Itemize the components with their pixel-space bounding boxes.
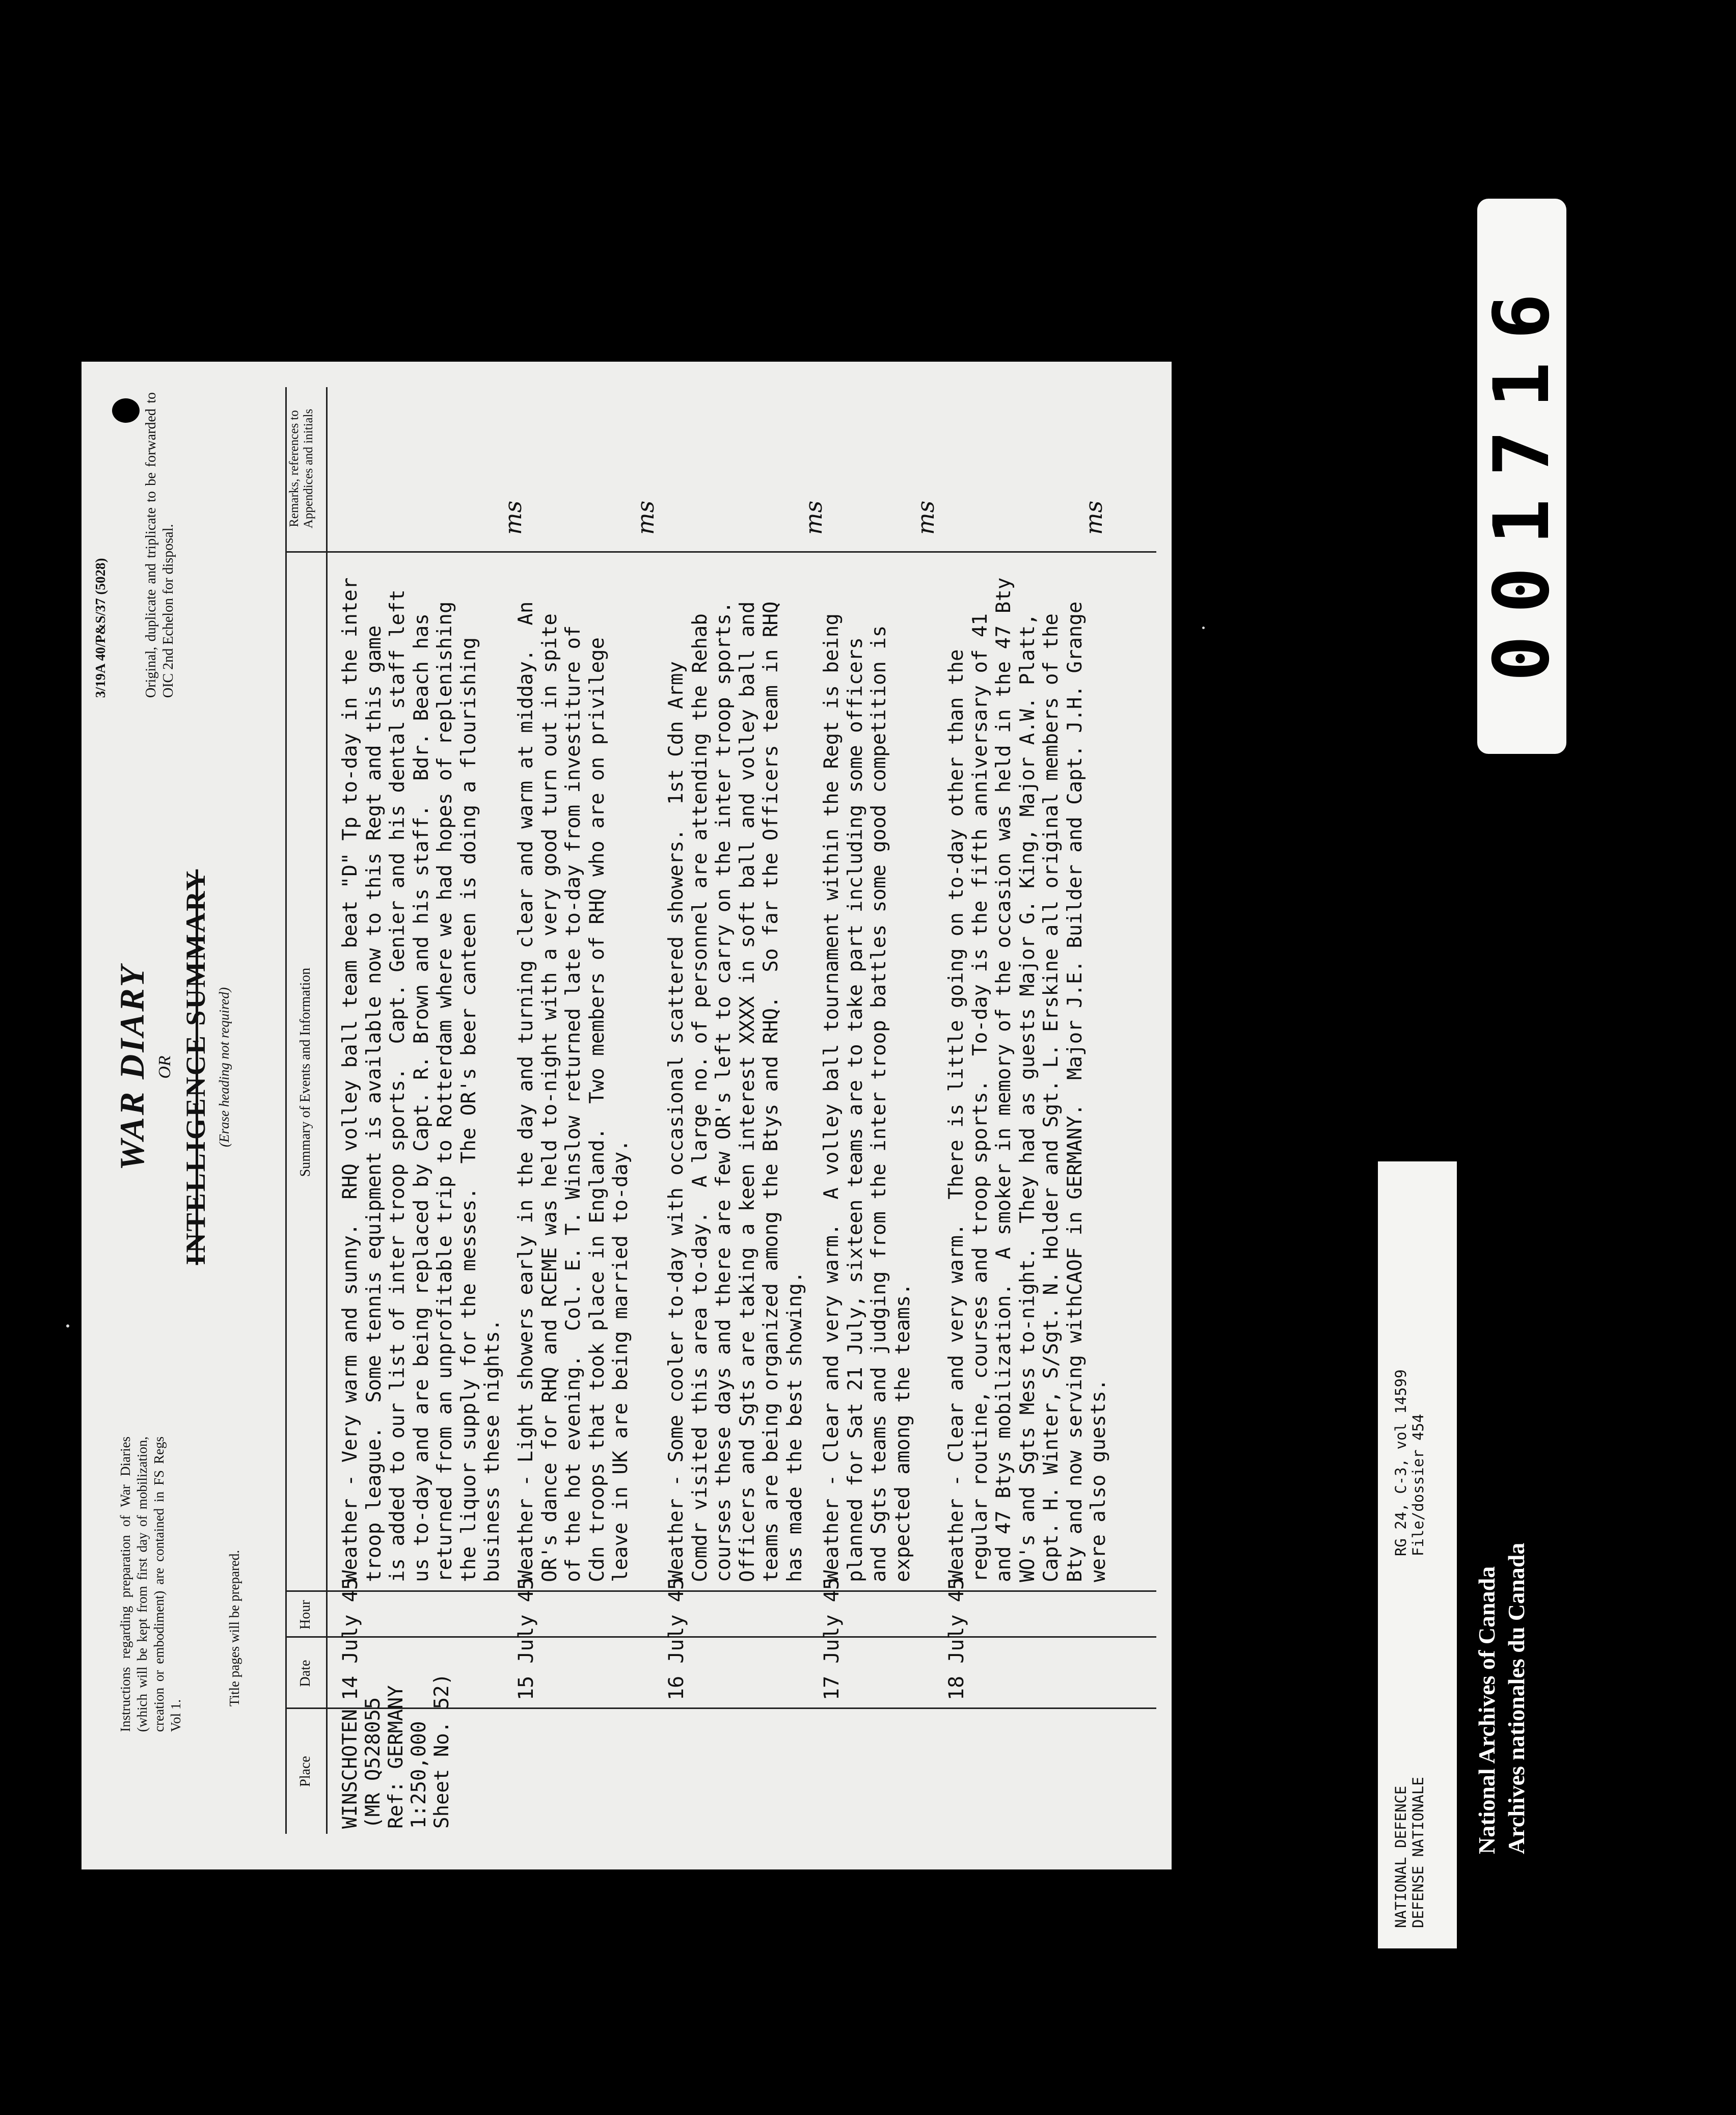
archive-reference-strip	[1378, 1161, 1457, 1948]
dust-speck	[1202, 627, 1205, 629]
entry-line: troop league. Some tennis equipment is available now to this Regt and this game	[362, 625, 386, 1582]
initials-mark: ms	[912, 500, 939, 535]
entry-line: Capt. H. Winter, S/Sgt. N. Holder and Sgt. L. Erskine all original members of the	[1040, 613, 1063, 1582]
place-line: Ref: GERMANY	[385, 1685, 408, 1829]
date-column-rule	[285, 1636, 1156, 1638]
entry-line: Cdn troops that took place in England. Two members of RHQ who are on privilege	[585, 637, 609, 1582]
hour-header: Hour	[297, 1600, 313, 1630]
entry-line: Weather - Light showers early in the day and turning clear and warm at midday. An	[514, 601, 537, 1582]
entry-line: WO's and Sgts Mess to-night. They had as guests Major G. King, Major A.W. Platt,	[1016, 613, 1039, 1582]
place-line: WINSCHOTEN	[339, 1709, 362, 1829]
archives-name-en: National Archives of Canada	[1474, 1566, 1500, 1854]
file-reference: File/dossier 454	[1409, 1414, 1427, 1556]
entry-date: 16 July 45	[665, 1578, 688, 1700]
initials-mark: ms	[632, 500, 659, 535]
hour-column-rule	[285, 1590, 1156, 1592]
entry-line: regular routine, courses and troop sports. To-day is the fifth anniversary of 41	[968, 613, 992, 1582]
entry-line: Officers and Sgts are taking a keen interest XXXX in soft ball and volley ball and	[736, 601, 759, 1582]
department-line-en: NATIONAL DEFENCE	[1392, 1785, 1409, 1928]
summary-header: Summary of Events and Information	[297, 967, 313, 1177]
disposal-note: Original, duplicate and triplicate to be forwarded to OIC 2nd Echelon for disposal.	[143, 392, 176, 698]
war-diary-sheet	[82, 362, 1172, 1869]
date-header: Date	[297, 1660, 313, 1687]
archives-name-block	[1472, 1335, 1543, 1854]
entry-text	[945, 577, 1111, 1582]
entry-line: business these nights.	[481, 1319, 504, 1582]
instructions-note: Instructions regarding preparation of War Diaries (which will be kept from first day of mobilization, creation or embodiment) are contained in FS Regs Vol 1.	[118, 1436, 183, 1732]
frame-number-card	[1477, 199, 1566, 754]
remarks-header: Remarks, references to Appendices and initials	[287, 409, 315, 529]
entry-line: Bty and now serving withCAOF in GERMANY. Major J.E. Builder and Capt. J.H. Grange	[1063, 601, 1087, 1582]
place-header: Place	[297, 1756, 313, 1787]
entry-line: Weather - Some cooler to-day with occasional scattered showers. 1st Cdn Army	[665, 661, 688, 1582]
entry-line: teams are being organized among the Btys and RHQ. So far the Officers team in RHQ	[760, 601, 782, 1582]
summary-column-rule	[285, 551, 1156, 553]
entry-line: has made the best showing.	[783, 1271, 806, 1582]
entry-line: courses these days and there are few OR's left to carry on the inter troop sports.	[712, 601, 735, 1582]
entry-text	[514, 594, 633, 1582]
entry-text	[820, 594, 915, 1582]
entry-line: of the hot evening. Col. E. T. Winslow returned late to-day from investiture of	[562, 625, 585, 1582]
archives-label	[1472, 1335, 1543, 1854]
dust-speck	[66, 1324, 69, 1327]
place-line: 1:250,000	[408, 1721, 430, 1829]
entry-line: Comdr visited this area to-day. A large no. of personnel are attending the Rehab	[688, 613, 712, 1582]
ink-blot	[112, 398, 140, 423]
erase-heading-note: (Erase heading not required)	[216, 987, 232, 1147]
frame-number-strip	[1477, 199, 1566, 754]
title-pages-note: Title pages will be prepared.	[227, 1550, 242, 1706]
entry-line: returned from an unprofitable trip to Rotterdam where we had hopes of replenishing	[433, 601, 456, 1582]
entry-line: Weather - Clear and very warm. A volley ball tournament within the Regt is being	[820, 613, 843, 1582]
initials-mark: ms	[1080, 500, 1107, 535]
entry-date: 14 July 45	[339, 1578, 362, 1700]
war-diary-page	[82, 362, 1172, 1869]
entry-text	[665, 594, 807, 1582]
initials-mark: ms	[800, 500, 827, 535]
table-header-rule	[326, 387, 328, 1834]
entry-date: 17 July 45	[820, 1578, 844, 1700]
entry-line: leave in UK are being married to-day.	[609, 1140, 632, 1582]
entry-line: were also guests.	[1087, 1378, 1110, 1582]
entry-line: and 47 Btys mobilization. A smoker in memory of the occasion was held in the 47 Bty	[992, 577, 1015, 1582]
entry-line: is added to our list of inter troop sports. Capt. Genier and his dental staff left	[386, 589, 409, 1582]
entry-line: Weather - Clear and very warm. There is little going on to-day other than the	[945, 649, 968, 1582]
entry-line: expected among the teams.	[891, 1283, 914, 1582]
initials-mark: ms	[499, 500, 527, 535]
form-code: 3/19A 40/P&S/37 (5028)	[93, 558, 108, 698]
intelligence-summary-heading: INTELLIGENCE SUMMARY	[180, 869, 211, 1265]
page-title: WAR DIARY	[113, 964, 151, 1171]
diary-table	[285, 387, 1156, 1834]
entry-line: and Sgts teams and judging from the inter troop battles some good competition is	[867, 625, 890, 1582]
entry-line: Weather - Very warm and sunny. RHQ volley ball team beat "D" Tp to-day in the inter	[339, 577, 362, 1582]
entry-date: 18 July 45	[945, 1578, 968, 1700]
department-line-fr: DEFENSE NATIONALE	[1409, 1777, 1427, 1928]
record-group-reference: RG 24, C-3, vol 14599	[1392, 1369, 1409, 1556]
entry-date: 15 July 45	[514, 1578, 538, 1700]
archives-name-fr: Archives nationales du Canada	[1503, 1542, 1529, 1854]
entry-line: OR's dance for RHQ and RCEME was held to-night with a very good turn out in spite	[538, 613, 561, 1582]
place-line: Sheet No. 52)	[430, 1673, 453, 1829]
entry-line: us to-day and are being replaced by Capt. R. Brown and his staff. Bdr. Beach has	[410, 613, 433, 1582]
title-block	[112, 800, 232, 1335]
or-word: OR	[155, 1055, 174, 1079]
table-top-rule	[285, 387, 287, 1834]
entry-line: the liquor supply for the messes. The OR's beer canteen is doing a flourishing	[457, 637, 480, 1582]
entry-line: planned for Sat 21 July, sixteen teams are to take part including some officers	[844, 637, 867, 1582]
frame-number: 001716	[1477, 271, 1566, 682]
place-line: (MR Q528055	[362, 1697, 385, 1829]
entry-text	[339, 577, 505, 1582]
archive-reference-card	[1378, 1161, 1457, 1948]
